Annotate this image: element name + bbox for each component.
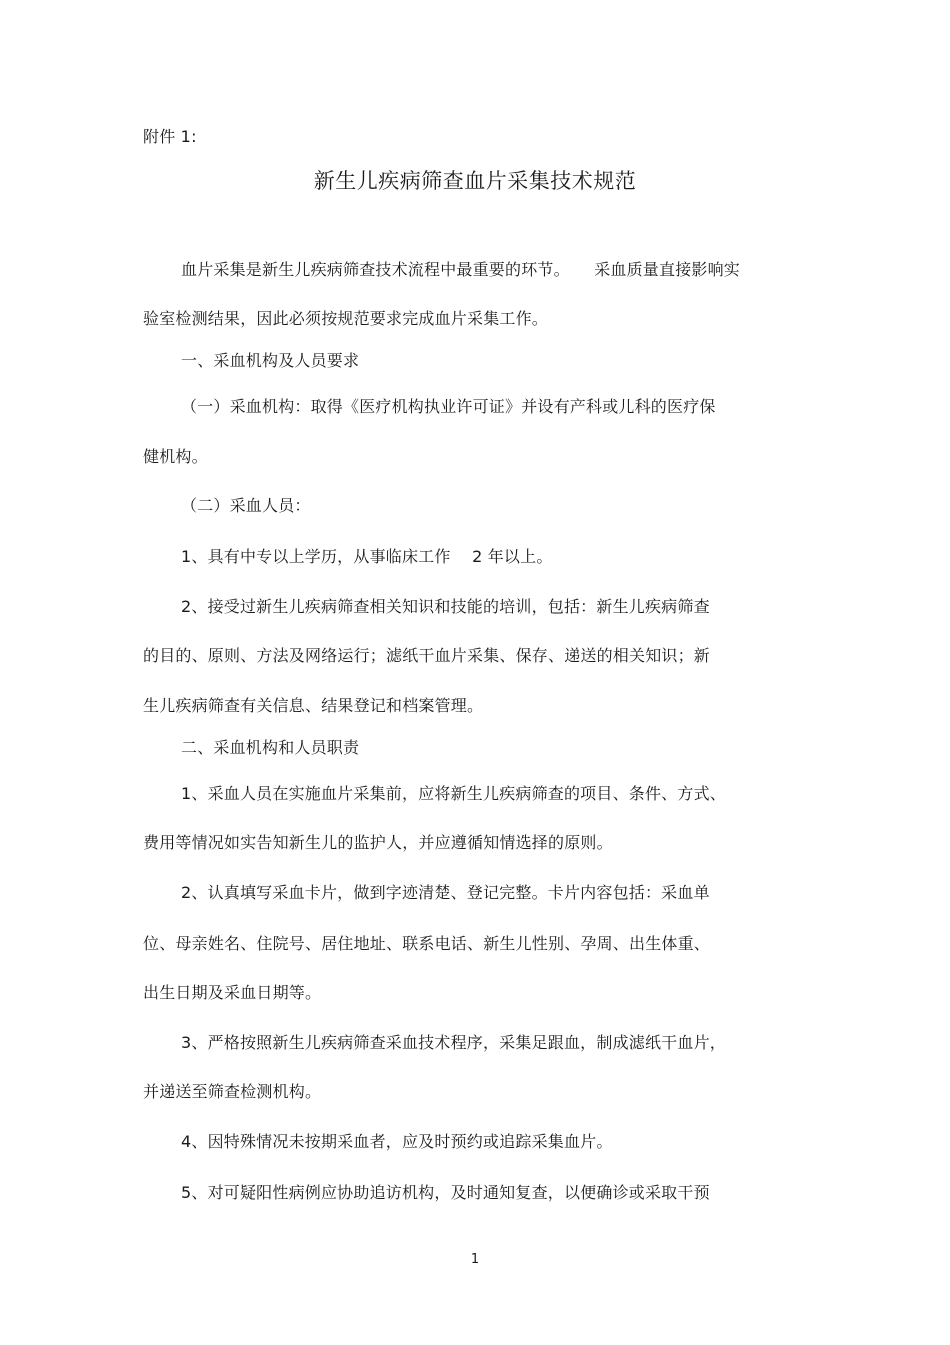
paragraph-line: 出生日期及采血日期等。 bbox=[143, 983, 322, 1002]
page-number: 1 bbox=[470, 1252, 480, 1267]
paragraph-line: 位、母亲姓名、住院号、居住地址、联系电话、新生儿性别、孕周、出生体重、 bbox=[143, 934, 711, 953]
paragraph-line: 健机构。 bbox=[143, 447, 208, 466]
list-item: 5、对可疑阳性病例应协助追访机构，及时通知复查，以便确诊或采取干预 bbox=[181, 1183, 710, 1202]
paragraph-line: 验室检测结果，因此必须按规范要求完成血片采集工作。 bbox=[143, 309, 549, 328]
list-item: 3、严格按照新生儿疾病筛查采血技术程序，采集足跟血，制成滤纸干血片， bbox=[181, 1033, 726, 1052]
subsection-heading: （二）采血人员： bbox=[181, 496, 311, 515]
paragraph-line: 的目的、原则、方法及网络运行；滤纸干血片采集、保存、递送的相关知识；新 bbox=[143, 646, 711, 665]
document-title: 新生儿疾病筛查血片采集技术规范 bbox=[313, 169, 637, 193]
attachment-label: 附件 1: bbox=[143, 127, 197, 146]
paragraph-line: （一）采血机构：取得《医疗机构执业许可证》并设有产科或儿科的医疗保 bbox=[181, 397, 716, 416]
section-heading-1: 一、采血机构及人员要求 bbox=[181, 351, 360, 370]
section-heading-2: 二、采血机构和人员职责 bbox=[181, 738, 360, 757]
paragraph-line: 生儿疾病筛查有关信息、结果登记和档案管理。 bbox=[143, 696, 484, 715]
list-item: 1、采血人员在实施血片采集前，应将新生儿疾病筛查的项目、条件、方式、 bbox=[181, 784, 726, 803]
list-item: 2、认真填写采血卡片，做到字迹清楚、登记完整。卡片内容包括：采血单 bbox=[181, 883, 710, 902]
paragraph-line: 费用等情况如实告知新生儿的监护人，并应遵循知情选择的原则。 bbox=[143, 833, 613, 852]
list-item: 4、因特殊情况未按期采血者，应及时预约或追踪采集血片。 bbox=[181, 1132, 613, 1151]
list-item: 2、接受过新生儿疾病筛查相关知识和技能的培训，包括：新生儿疾病筛查 bbox=[181, 597, 710, 616]
paragraph-line: 血片采集是新生儿疾病筛查技术流程中最重要的环节。 采血质量直接影响实 bbox=[181, 260, 741, 279]
list-item: 1、具有中专以上学历，从事临床工作 2 年以上。 bbox=[181, 547, 553, 566]
paragraph-line: 并递送至筛查检测机构。 bbox=[143, 1082, 322, 1101]
